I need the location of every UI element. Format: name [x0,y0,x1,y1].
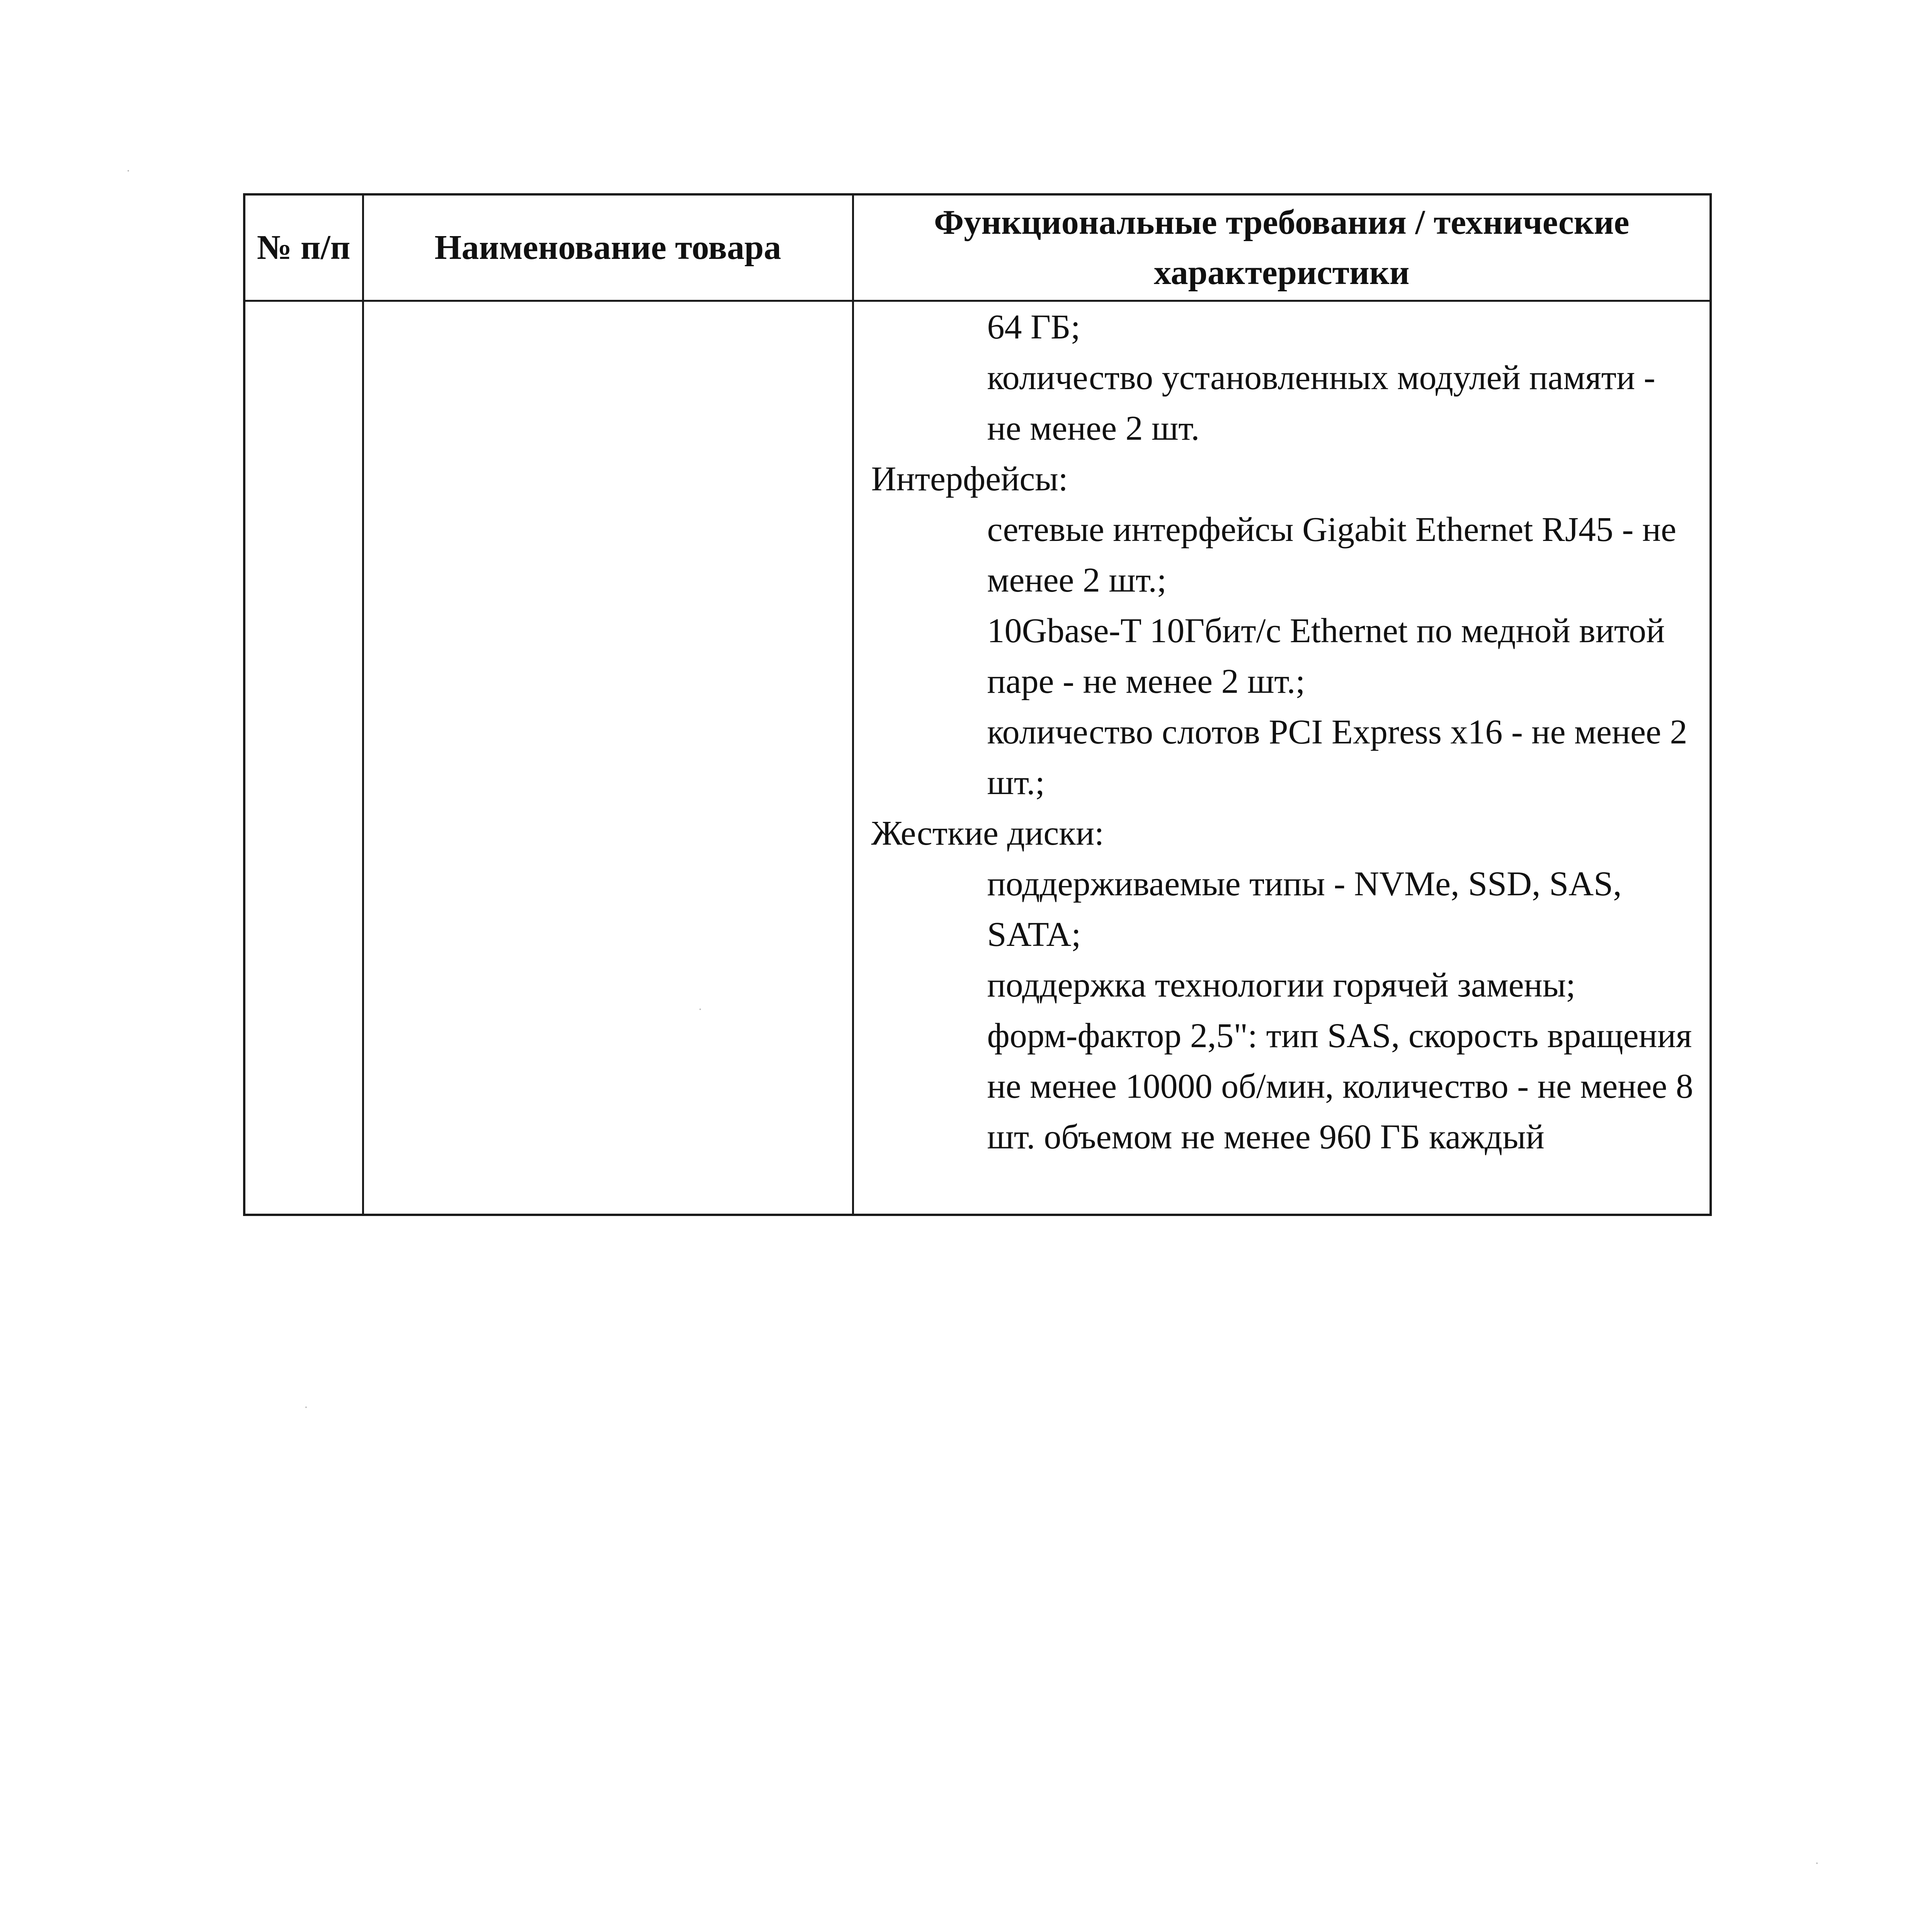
scan-speck [305,1406,307,1408]
spec-section-label: Жесткие диски: [871,814,1104,852]
spec-section-hard-drives [871,808,1694,1162]
cell-number [244,301,363,1215]
specification-table [243,193,1712,1216]
spec-item: количество слотов PCI Express x16 - не менее 2 шт.; [987,713,1687,802]
spec-section-label: Интерфейсы: [871,460,1068,498]
spec-section-interfaces [871,454,1694,808]
header-number [244,194,363,301]
table-header-row [244,194,1711,301]
header-number-label: № п/п [257,228,350,267]
spec-item: форм-фактор 2,5": тип SAS, скорость вращения не менее 10000 об/мин, количество - не менее 8 шт. объемом не менее 960 ГБ каждый [987,1017,1693,1156]
scan-speck [1816,1862,1818,1864]
header-name [363,194,853,301]
spec-item: количество установленных модулей памяти - не менее 2 шт. [987,359,1655,447]
cell-name [363,301,853,1215]
spec-item: поддержка технологии горячей замены; [987,966,1576,1004]
cell-requirements [853,301,1711,1215]
requirements-text [854,302,1710,1162]
header-name-label: Наименование товара [434,228,781,267]
spec-item: 10Gbase-T 10Гбит/с Ethernet по медной витой паре - не менее 2 шт.; [987,612,1665,701]
header-requirements-label: Функциональные требования / технические характеристики [934,203,1630,292]
table-row [244,301,1711,1215]
scan-speck [128,170,129,172]
spec-item: поддерживаемые типы - NVMe, SSD, SAS, SATA; [987,865,1622,954]
header-requirements [853,194,1711,301]
spec-item: сетевые интерфейсы Gigabit Ethernet RJ45 - не менее 2 шт.; [987,510,1677,599]
spec-item: 64 ГБ; [987,308,1080,346]
